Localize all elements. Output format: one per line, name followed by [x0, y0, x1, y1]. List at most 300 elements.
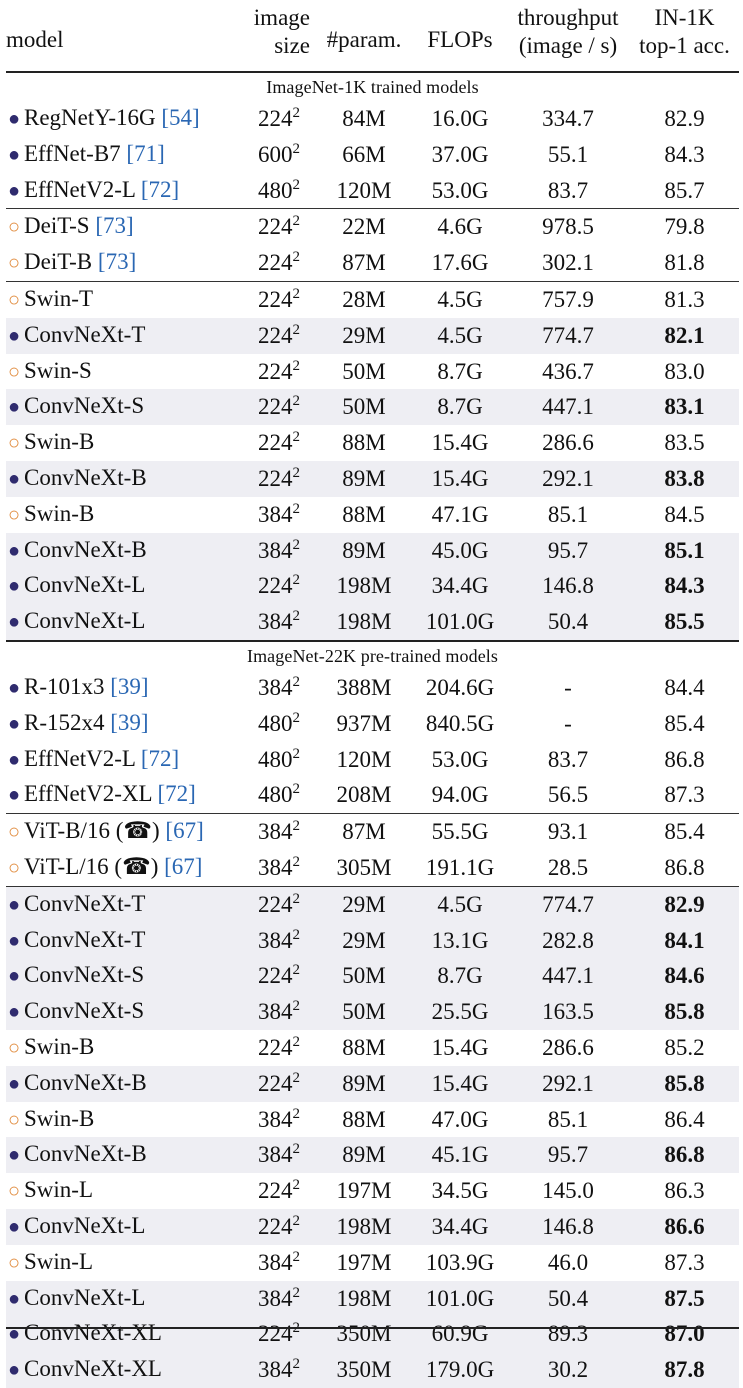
size-exponent: 2 — [292, 608, 300, 625]
throughput-cell: 292.1 — [506, 461, 630, 497]
image-size-cell — [244, 137, 314, 173]
throughput-cell: 83.7 — [547, 177, 589, 203]
model-name: ConvNeXt-XL — [24, 1320, 162, 1346]
model-cell — [6, 533, 244, 569]
params-cell: 29M — [314, 318, 414, 354]
flops-cell: 45.0G — [414, 533, 506, 569]
throughput-cell: 146.8 — [506, 1209, 630, 1245]
citation-link[interactable]: [71] — [126, 140, 165, 166]
image-size-cell — [244, 389, 314, 425]
params-cell: 50M — [342, 358, 386, 384]
image-size-cell — [244, 209, 314, 245]
open-circle-icon: ○ — [7, 1180, 21, 1203]
image-size-value: 224 — [258, 214, 293, 240]
filled-circle-icon: ● — [7, 1359, 21, 1382]
filled-circle-icon: ● — [7, 748, 21, 771]
params-cell: 198M — [314, 568, 414, 604]
size-exponent: 2 — [292, 1105, 300, 1122]
image-size-cell — [244, 777, 314, 813]
image-size-value: 224 — [258, 358, 293, 384]
image-size-value: 384 — [258, 609, 293, 635]
table-row — [6, 1245, 739, 1281]
image-size-value: 224 — [258, 394, 293, 420]
accuracy-cell: 81.3 — [630, 281, 739, 317]
image-size-value: 384 — [258, 819, 293, 845]
bottom-rule — [6, 1327, 739, 1329]
open-circle-icon: ○ — [7, 288, 21, 311]
params-cell: 120M — [336, 746, 392, 772]
throughput-cell: 85.1 — [547, 1106, 589, 1132]
image-size-cell — [244, 461, 314, 497]
params-cell: 22M — [314, 209, 414, 245]
citation-link[interactable]: [72] — [140, 745, 180, 771]
image-size-cell — [244, 173, 314, 209]
image-size-cell — [244, 886, 314, 922]
filled-circle-icon: ● — [7, 108, 21, 130]
size-exponent: 2 — [292, 285, 300, 302]
image-size-cell — [244, 101, 314, 137]
model-cell — [6, 461, 244, 497]
table-row — [6, 318, 739, 354]
size-exponent: 2 — [292, 572, 300, 589]
throughput-cell: 334.7 — [542, 106, 594, 131]
params-cell: 197M — [336, 1249, 392, 1275]
table-row — [6, 354, 739, 390]
filled-circle-icon: ● — [7, 1287, 21, 1310]
filled-circle-icon: ● — [7, 712, 21, 735]
throughput-cell: 774.7 — [506, 886, 630, 922]
filled-circle-icon: ● — [7, 467, 21, 490]
table-row — [6, 389, 739, 425]
table-row — [6, 1102, 739, 1138]
throughput-cell: 46.0 — [547, 1249, 589, 1275]
section-header — [6, 641, 739, 670]
size-exponent: 2 — [292, 1284, 300, 1301]
flops-cell: 15.4G — [414, 1066, 506, 1102]
params-cell: 388M — [336, 674, 392, 700]
model-cell — [6, 923, 244, 959]
params-cell: 50M — [314, 994, 414, 1030]
filled-circle-icon: ● — [7, 611, 21, 634]
model-cell — [6, 850, 244, 886]
model-name: Swin-B — [24, 500, 95, 526]
throughput-cell: - — [564, 710, 572, 736]
open-circle-icon: ○ — [7, 1108, 21, 1131]
model-name: ViT-L/16 (☎) — [24, 853, 165, 879]
image-size-cell — [244, 814, 314, 850]
image-size-value: 224 — [258, 1070, 293, 1096]
size-exponent: 2 — [292, 1248, 300, 1265]
model-name: EffNetV2-XL — [24, 781, 158, 807]
params-cell: 84M — [342, 106, 386, 131]
table-row — [6, 777, 739, 813]
throughput-cell: 83.7 — [547, 746, 589, 772]
model-name: Swin-T — [24, 285, 93, 311]
image-size-value: 224 — [258, 430, 293, 456]
accuracy-cell: 86.4 — [664, 1106, 705, 1132]
table-row — [6, 533, 739, 569]
size-exponent: 2 — [292, 1033, 300, 1050]
image-size-cell — [244, 533, 314, 569]
image-size-cell — [244, 245, 314, 281]
throughput-cell: 145.0 — [542, 1178, 594, 1204]
open-circle-icon: ○ — [7, 503, 21, 526]
table-body — [6, 72, 739, 1388]
accuracy-cell: 86.8 — [630, 1137, 739, 1173]
accuracy-cell: 84.1 — [630, 923, 739, 959]
accuracy-cell: 87.8 — [630, 1352, 739, 1388]
throughput-cell: 447.1 — [506, 389, 630, 425]
accuracy-cell: 87.3 — [664, 782, 705, 808]
citation-link[interactable]: [73] — [97, 249, 137, 275]
image-size-cell — [244, 318, 314, 354]
image-size-value: 224 — [258, 1321, 293, 1347]
size-exponent: 2 — [292, 962, 300, 979]
table-row — [6, 497, 739, 533]
image-size-cell — [244, 1102, 314, 1138]
image-size-value: 224 — [258, 573, 293, 599]
image-size-cell — [244, 850, 314, 886]
params-cell: 50M — [314, 958, 414, 994]
params-cell: 197M — [336, 1178, 392, 1204]
model-name: ConvNeXt-L — [24, 608, 146, 634]
size-exponent: 2 — [292, 1141, 300, 1158]
filled-circle-icon: ● — [7, 575, 21, 598]
image-size-cell — [244, 1030, 314, 1066]
accuracy-cell: 84.5 — [664, 501, 705, 527]
flops-cell: 8.7G — [414, 958, 506, 994]
throughput-cell: 302.1 — [542, 250, 594, 276]
image-size-cell — [244, 1209, 314, 1245]
model-name: R-101x3 — [24, 673, 111, 699]
image-size-cell — [244, 354, 314, 390]
table-row — [6, 173, 739, 209]
model-cell — [6, 281, 244, 317]
image-size-value: 600 — [258, 141, 293, 167]
section-header — [6, 72, 739, 101]
size-exponent: 2 — [292, 745, 300, 762]
accuracy-cell: 84.3 — [664, 141, 705, 167]
table-row — [6, 137, 739, 173]
flops-cell: 191.1G — [425, 854, 495, 880]
model-name: Swin-B — [24, 1033, 95, 1059]
image-size-value: 384 — [258, 537, 293, 563]
table-row — [6, 604, 739, 641]
table-row — [6, 281, 739, 317]
accuracy-cell: 86.3 — [664, 1178, 705, 1204]
model-cell — [6, 886, 244, 922]
throughput-cell: 30.2 — [506, 1352, 630, 1388]
params-cell: 88M — [342, 501, 386, 527]
flops-cell: 15.4G — [431, 430, 489, 456]
model-cell — [6, 604, 244, 641]
accuracy-cell: 86.6 — [630, 1209, 739, 1245]
image-size-cell — [244, 706, 314, 742]
throughput-cell: 286.6 — [542, 430, 594, 456]
image-size-cell — [244, 923, 314, 959]
image-size-cell — [244, 497, 314, 533]
params-cell: 87M — [314, 814, 414, 850]
accuracy-cell: 87.0 — [630, 1316, 739, 1352]
throughput-cell: 95.7 — [506, 1137, 630, 1173]
accuracy-cell: 85.2 — [664, 1034, 705, 1060]
model-name: DeiT-B — [24, 249, 98, 275]
flops-cell: 4.5G — [414, 318, 506, 354]
model-cell — [6, 1066, 244, 1102]
accuracy-cell: 79.8 — [630, 209, 739, 245]
filled-circle-icon: ● — [7, 539, 21, 562]
model-name: ConvNeXt-T — [24, 890, 146, 916]
params-cell: 88M — [342, 1106, 386, 1132]
model-cell — [6, 670, 244, 706]
size-exponent: 2 — [292, 781, 300, 798]
throughput-cell: 436.7 — [542, 358, 594, 384]
size-exponent: 2 — [292, 1356, 300, 1373]
table-row — [6, 245, 739, 281]
params-cell: 88M — [342, 1034, 386, 1060]
throughput-cell: 774.7 — [506, 318, 630, 354]
flops-cell: 8.7G — [414, 389, 506, 425]
filled-circle-icon: ● — [7, 893, 21, 916]
table-row — [6, 742, 739, 778]
size-exponent: 2 — [292, 1320, 300, 1337]
model-cell — [6, 1173, 244, 1209]
image-size-cell — [244, 1316, 314, 1352]
throughput-cell: 56.5 — [547, 782, 589, 808]
model-cell — [6, 1316, 244, 1352]
model-name: ConvNeXt-B — [24, 464, 147, 490]
accuracy-cell: 82.9 — [630, 886, 739, 922]
model-name: R-152x4 — [24, 709, 111, 735]
table-row — [6, 886, 739, 922]
throughput-cell: - — [564, 674, 572, 700]
flops-cell: 16.0G — [431, 106, 489, 131]
size-exponent: 2 — [292, 818, 300, 835]
flops-cell: 204.6G — [425, 674, 495, 700]
flops-cell: 4.6G — [414, 209, 506, 245]
throughput-cell: 50.4 — [506, 1281, 630, 1317]
header-accuracy: IN-1K top-1 acc. — [630, 0, 739, 72]
filled-circle-icon: ● — [7, 1215, 21, 1238]
image-size-value: 480 — [258, 710, 293, 736]
image-size-cell — [244, 1173, 314, 1209]
image-size-cell — [244, 425, 314, 461]
open-circle-icon: ○ — [7, 856, 21, 879]
model-cell — [6, 777, 244, 813]
throughput-cell: 447.1 — [506, 958, 630, 994]
table-row — [6, 923, 739, 959]
model-cell — [6, 1245, 244, 1281]
model-cell — [6, 389, 244, 425]
filled-circle-icon: ● — [7, 676, 21, 699]
accuracy-cell: 85.7 — [664, 177, 705, 203]
size-exponent: 2 — [292, 1069, 300, 1086]
model-cell — [6, 706, 244, 742]
params-cell: 89M — [314, 1137, 414, 1173]
accuracy-cell: 81.8 — [664, 250, 705, 276]
image-size-cell — [244, 670, 314, 706]
accuracy-cell: 83.0 — [664, 358, 705, 384]
table-row — [6, 1066, 739, 1102]
image-size-value: 384 — [258, 854, 293, 880]
open-circle-icon: ○ — [7, 360, 21, 383]
image-size-cell — [244, 1137, 314, 1173]
model-name: Swin-S — [24, 357, 92, 383]
params-cell: 89M — [314, 533, 414, 569]
accuracy-cell: 85.4 — [664, 710, 705, 736]
model-name: ConvNeXt-S — [24, 393, 145, 419]
filled-circle-icon: ● — [7, 965, 21, 988]
model-cell — [6, 137, 244, 173]
filled-circle-icon: ● — [7, 1144, 21, 1167]
model-cell — [6, 101, 244, 137]
table-row — [6, 1030, 739, 1066]
flops-cell: 94.0G — [431, 782, 489, 808]
accuracy-cell: 86.8 — [664, 746, 705, 772]
throughput-cell: 146.8 — [506, 568, 630, 604]
params-cell: 28M — [314, 281, 414, 317]
citation-link[interactable]: [73] — [95, 213, 134, 239]
image-size-value: 224 — [258, 1213, 293, 1239]
table-row — [6, 1352, 739, 1388]
model-name: ConvNeXt-S — [24, 962, 145, 988]
throughput-cell: 978.5 — [506, 209, 630, 245]
model-name: ConvNeXt-T — [24, 321, 146, 347]
size-exponent: 2 — [292, 890, 300, 907]
model-name: DeiT-S — [24, 213, 96, 239]
image-size-value: 384 — [258, 1357, 293, 1383]
throughput-cell: 292.1 — [506, 1066, 630, 1102]
table-row — [6, 1137, 739, 1173]
header-throughput: throughput (image / s) — [506, 0, 630, 72]
params-cell: 350M — [314, 1316, 414, 1352]
size-exponent: 2 — [292, 393, 300, 410]
throughput-cell: 28.5 — [547, 854, 589, 880]
throughput-cell: 757.9 — [506, 281, 630, 317]
size-exponent: 2 — [292, 1177, 300, 1194]
citation-link[interactable]: [72] — [157, 781, 196, 807]
accuracy-cell: 82.1 — [630, 318, 739, 354]
citation-link[interactable]: [67] — [165, 818, 204, 844]
header-params: #param. — [314, 0, 414, 72]
params-cell: 88M — [342, 430, 386, 456]
model-name: EffNetV2-L — [24, 176, 141, 202]
image-size-value: 224 — [258, 286, 293, 312]
flops-cell: 103.9G — [425, 1249, 495, 1275]
size-exponent: 2 — [292, 249, 300, 266]
model-cell — [6, 1030, 244, 1066]
image-size-cell — [244, 994, 314, 1030]
table-row — [6, 814, 739, 850]
flops-cell: 37.0G — [431, 141, 489, 167]
params-cell: 29M — [314, 923, 414, 959]
throughput-cell: 89.3 — [506, 1316, 630, 1352]
size-exponent: 2 — [292, 429, 300, 446]
accuracy-cell: 87.3 — [664, 1249, 705, 1275]
flops-cell: 55.5G — [414, 814, 506, 850]
accuracy-cell: 84.3 — [630, 568, 739, 604]
filled-circle-icon: ● — [7, 1323, 21, 1346]
throughput-cell: 286.6 — [542, 1034, 594, 1060]
image-size-value: 224 — [258, 891, 293, 917]
flops-cell: 34.4G — [414, 1209, 506, 1245]
flops-cell: 179.0G — [414, 1352, 506, 1388]
image-size-value: 384 — [258, 674, 293, 700]
model-name: ConvNeXt-T — [24, 926, 146, 952]
image-size-cell — [244, 1245, 314, 1281]
params-cell: 937M — [336, 710, 392, 736]
filled-circle-icon: ● — [7, 1001, 21, 1024]
flops-cell: 13.1G — [414, 923, 506, 959]
image-size-value: 384 — [258, 1249, 293, 1275]
params-cell: 120M — [336, 177, 392, 203]
open-circle-icon: ○ — [7, 821, 21, 844]
params-cell: 66M — [342, 141, 386, 167]
model-cell — [6, 497, 244, 533]
params-cell: 87M — [342, 250, 386, 276]
image-size-cell — [244, 1281, 314, 1317]
flops-cell: 840.5G — [425, 710, 495, 736]
model-name: RegNetY-16G — [24, 105, 162, 130]
model-cell — [6, 245, 244, 281]
image-size-value: 384 — [258, 1285, 293, 1311]
filled-circle-icon: ● — [7, 396, 21, 419]
open-circle-icon: ○ — [7, 216, 21, 239]
model-cell — [6, 1352, 244, 1388]
accuracy-cell: 84.6 — [630, 958, 739, 994]
model-name: ConvNeXt-B — [24, 536, 147, 562]
citation-link[interactable]: [39] — [110, 673, 149, 699]
flops-cell: 17.6G — [431, 250, 489, 276]
citation-link[interactable]: [67] — [164, 853, 203, 879]
accuracy-cell: 82.9 — [664, 106, 705, 131]
flops-cell: 53.0G — [431, 177, 489, 203]
size-exponent: 2 — [292, 321, 300, 338]
citation-link[interactable]: [39] — [110, 709, 149, 735]
image-size-cell — [244, 1352, 314, 1388]
open-circle-icon: ○ — [7, 1251, 21, 1274]
section-title: ImageNet-1K trained models — [266, 77, 479, 97]
citation-link[interactable]: [72] — [140, 176, 180, 202]
model-cell — [6, 425, 244, 461]
model-name: ConvNeXt-XL — [24, 1356, 162, 1382]
params-cell: 50M — [314, 389, 414, 425]
filled-circle-icon: ● — [7, 784, 21, 807]
table-row — [6, 568, 739, 604]
params-cell: 89M — [314, 1066, 414, 1102]
size-exponent: 2 — [292, 213, 300, 230]
accuracy-cell: 85.8 — [630, 994, 739, 1030]
image-size-value: 480 — [258, 177, 293, 203]
header-row — [6, 0, 739, 72]
size-exponent: 2 — [292, 853, 300, 870]
open-circle-icon: ○ — [7, 432, 21, 455]
table-row — [6, 670, 739, 706]
filled-circle-icon: ● — [7, 179, 21, 202]
citation-link[interactable]: [54] — [161, 105, 200, 130]
model-cell — [6, 1102, 244, 1138]
image-size-value: 384 — [258, 999, 293, 1025]
model-name: Swin-B — [24, 429, 95, 455]
table-row — [6, 209, 739, 245]
model-name: ConvNeXt-B — [24, 1069, 147, 1095]
image-size-value: 224 — [258, 1034, 293, 1060]
accuracy-cell: 85.1 — [630, 533, 739, 569]
flops-cell: 101.0G — [414, 604, 506, 641]
accuracy-cell: 85.8 — [630, 1066, 739, 1102]
image-size-cell — [244, 568, 314, 604]
flops-cell: 47.0G — [431, 1106, 489, 1132]
